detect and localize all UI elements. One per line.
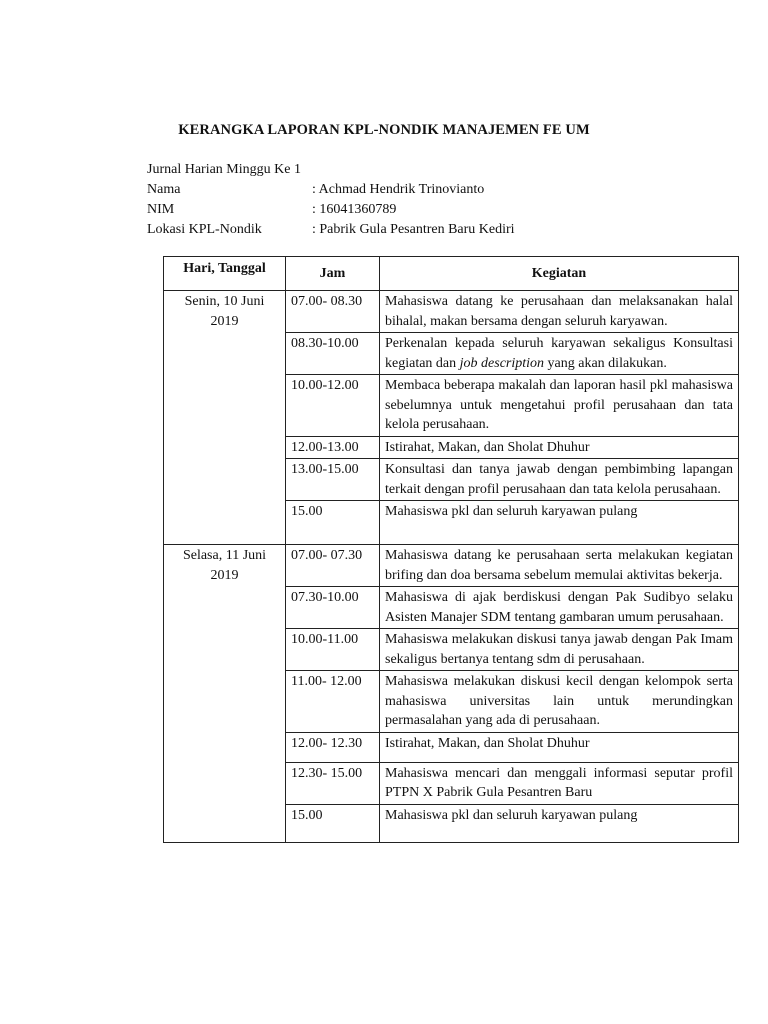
kegiatan-cell (380, 333, 739, 375)
info-row-nama (147, 180, 515, 200)
jam-cell: 10.00-12.00 (286, 375, 380, 437)
jam-cell: 08.30-10.00 (286, 333, 380, 375)
kegiatan-cell: Konsultasi dan tanya jawab dengan pembimbing lapangan terkait dengan profil perusahaan dan tata kelola perusahaan. (380, 459, 739, 501)
kegiatan-text: Perkenalan kepada seluruh karyawan sekaligus Konsultasi kegiatan dan (385, 336, 733, 371)
kegiatan-italic-text: job description (459, 355, 545, 371)
kegiatan-text: yang akan dilakukan. (544, 355, 667, 371)
table-header-row (164, 257, 739, 291)
jam-cell: 07.00- 07.30 (286, 545, 380, 587)
jam-cell: 12.00- 12.30 (286, 732, 380, 762)
info-week (147, 160, 515, 180)
table-row (164, 291, 739, 333)
kegiatan-cell: Mahasiswa melakukan diskusi tanya jawab dengan Pak Imam sekaligus bertanya tentang sdm di perusahaan. (380, 629, 739, 671)
info-value: : Pabrik Gula Pesantren Baru Kediri (312, 222, 515, 237)
kegiatan-cell: Mahasiswa mencari dan menggali informasi seputar profil PTPN X Pabrik Gula Pesantren Baru (380, 762, 739, 804)
header-day: Hari, Tanggal (164, 257, 286, 291)
journal-table (163, 256, 739, 843)
kegiatan-cell: Mahasiswa datang ke perusahaan serta melakukan kegiatan brifing dan doa bersama sebelum memulai aktivitas bekerja. (380, 545, 739, 587)
document-title: KERANGKA LAPORAN KPL-NONDIK MANAJEMEN FE UM (178, 122, 590, 138)
info-label: NIM (147, 202, 175, 217)
info-label: Lokasi KPL-Nondik (147, 222, 262, 237)
kegiatan-cell: Mahasiswa pkl dan seluruh karyawan pulang (380, 804, 739, 842)
jam-cell: 07.30-10.00 (286, 587, 380, 629)
journal-info (147, 160, 515, 240)
jam-cell: 15.00 (286, 804, 380, 842)
jam-cell: 10.00-11.00 (286, 629, 380, 671)
info-value: : 16041360789 (312, 202, 397, 217)
jam-cell: 12.00-13.00 (286, 436, 380, 459)
kegiatan-cell: Mahasiswa pkl dan seluruh karyawan pulang (380, 501, 739, 545)
jam-cell: 13.00-15.00 (286, 459, 380, 501)
info-value: : Achmad Hendrik Trinovianto (312, 182, 485, 197)
jam-cell: 07.00- 08.30 (286, 291, 380, 333)
jam-cell: 12.30- 15.00 (286, 762, 380, 804)
info-label: Nama (147, 182, 181, 197)
kegiatan-cell: Mahasiswa di ajak berdiskusi dengan Pak Sudibyo selaku Asisten Manajer SDM tentang gambaran umum perusahaan. (380, 587, 739, 629)
kegiatan-cell: Membaca beberapa makalah dan laporan hasil pkl mahasiswa sebelumnya untuk mengetahui profil perusahaan dan tata kelola perusahaan. (380, 375, 739, 437)
day-cell: Selasa, 11 Juni 2019 (164, 545, 286, 843)
info-row-lokasi (147, 220, 515, 240)
kegiatan-cell: Istirahat, Makan, dan Sholat Dhuhur (380, 732, 739, 762)
header-jam: Jam (286, 257, 380, 291)
jam-cell: 15.00 (286, 501, 380, 545)
header-kegiatan: Kegiatan (380, 257, 739, 291)
kegiatan-cell: Mahasiswa melakukan diskusi kecil dengan kelompok serta mahasiswa universitas lain untuk merundingkan permasalahan yang ada di perusahaan. (380, 671, 739, 733)
table-row (164, 545, 739, 587)
kegiatan-cell: Istirahat, Makan, dan Sholat Dhuhur (380, 436, 739, 459)
info-week-text: Jurnal Harian Minggu Ke 1 (147, 162, 301, 177)
day-cell: Senin, 10 Juni 2019 (164, 291, 286, 545)
jam-cell: 11.00- 12.00 (286, 671, 380, 733)
kegiatan-cell: Mahasiswa datang ke perusahaan dan melaksanakan halal bihalal, makan bersama dengan seluruh karyawan. (380, 291, 739, 333)
info-row-nim (147, 200, 515, 220)
